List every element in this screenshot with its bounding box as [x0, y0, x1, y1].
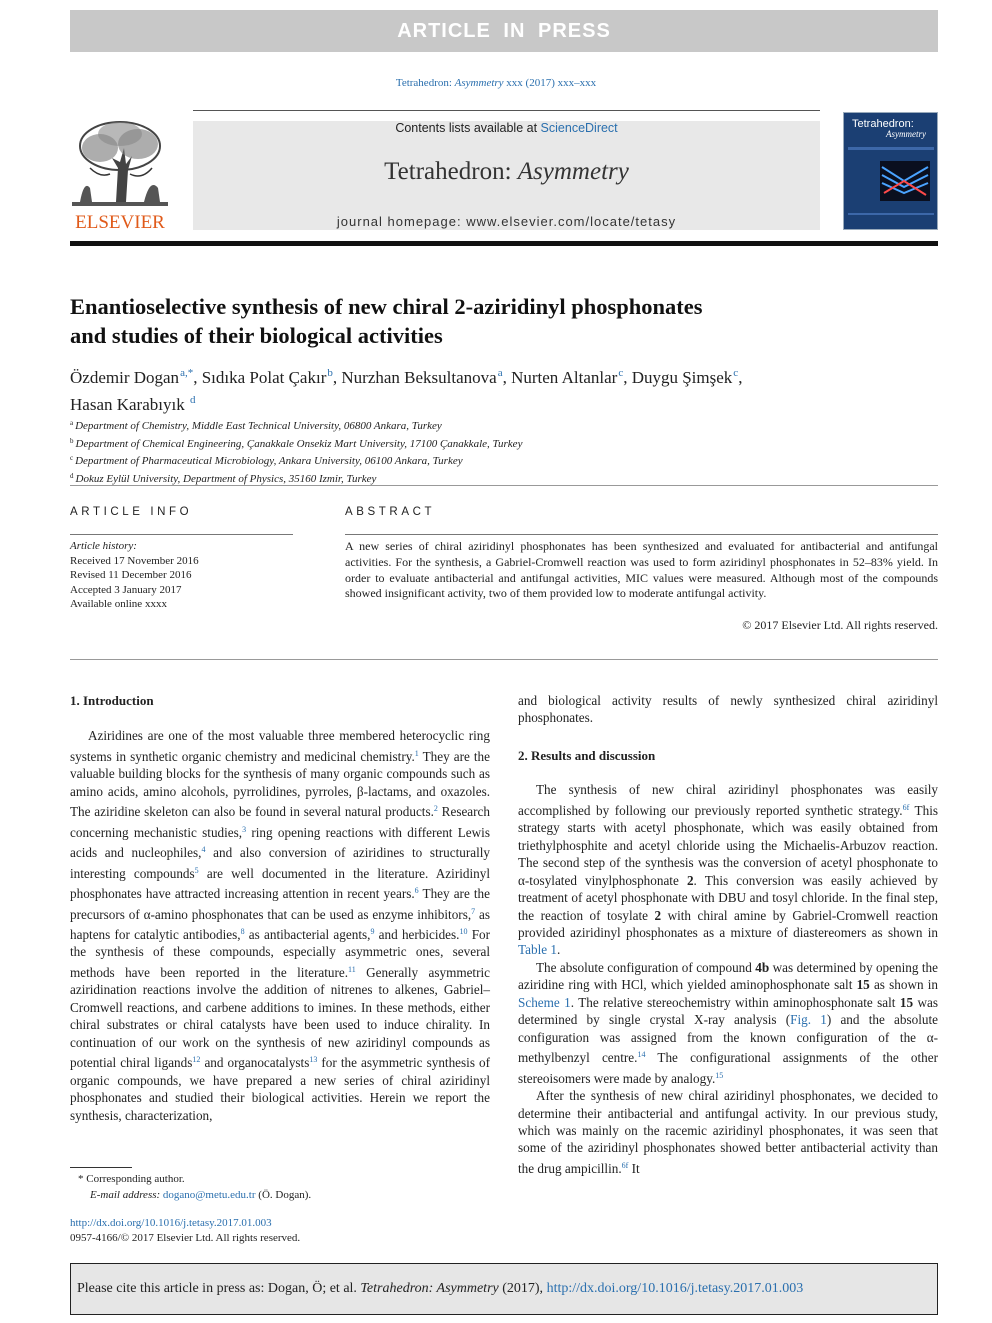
intro-paragraph: Aziridines are one of the most valuable three membered heterocyclic ring systems in synthetic organic chemistry and medicinal chemistry.$^1$ They are the valuable building blocks for the synthesis of many organic compounds such as amino acids, amino alcohols, pyrrolidines, pyrroles, β-lactams, and oxazoles. The aziridine skeleton can also be found in several natural products.$^2$ Research concerning mechanistic studies,$^3$ ring opening reactions with different Lewis acids and nucleophiles,$^4$ and also conversion of aziridines to structurally interesting compounds$^5$ are well documented in the literature. Aziridinyl phosphonates have attracted increasing attention in recent years.$^6$ They are the precursors of α-amino phosphonates that can be used as enzyme inhibitors,$^7$ as haptens for catalytic antibodies,$^8$ as antibacterial agents,$^9$ and herbicides.$^{10}$ For the synthesis of these compounds, especially asymmetric ones, several methods have been reported in the literature.$^{11}$ Generally asymmetric aziridination reactions involve the addition of nitrenes to alkenes, Gabriel–Cromwell reactions, and carbene additions to imines. In these methods, either chiral substrates or chiral catalysts have been used to induce chirality. In continuation of our work on the synthesis of new aziridinyl compounds as potential chiral ligands$^{12}$ and organocatalysts$^{13}$ for the asymmetric synthesis of organic compounds, we have prepared a new series of chiral aziridinyl phosphonates and studied their biological activities. Herein we report the synthesis, characterization,	[70, 728, 491, 1123]
scheme-link[interactable]: Scheme 1	[518, 994, 571, 1010]
results-paragraph: The absolute configuration of compound 4b was determined by opening the aziridine ring with HCl, which yielded aminophosphonate salt 15 as shown in Scheme 1. The relative stereochemistry within aminophosphonate salt 15 was determined by single crystal X-ray analysis (Fig. 1) and the absolute configuration was assigned from the known configuration of the α-methylbenzyl centre.$^{14}$ The configurational assignments of the other stereoisomers were made by analogy.$^{15}$	[518, 959, 939, 1086]
abstract-text: A new series of chiral aziridinyl phosphonates has been synthesized and evaluated for antibacterial and antifungal activities. For the synthesis, a Gabriel-Cromwell reaction was used to form aziridinyl phosphonates in 52–83% yield. In order to evaluate antibacterial and antifungal activities, MIC values were measured. Although most of the compounds showed insignificant activity, two of them provided low to moderate antifungal activity.	[345, 539, 938, 601]
affiliation: $^d$ Dokuz Eylül University, Department of Physics, 35160 Izmir, Turkey	[70, 471, 377, 485]
citation-ref[interactable]: 10	[459, 926, 468, 936]
figure-link[interactable]: Fig. 1	[790, 1012, 827, 1028]
journal-cite-line[interactable]: Tetrahedron: Asymmetry xxx (2017) xxx–xxx	[395, 77, 597, 89]
journal-header	[193, 121, 820, 230]
results-paragraph: The synthesis of new chiral aziridinyl phosphonates was easily accomplished by following our previously reported synthetic strategy.$^{6f}$ This strategy starts with acetyl phosphonate, which was easily obtained from triethylphosphite and acetyl chloride using the Michaelis-Arbuzov reaction. The second step of the synthesis was the conversion of acetyl phosphonate to α-tosylated vinylphosphonate 2. This conversion was easily achieved by treatment of acetyl phosphonate with DBU and tosyl chloride. In the final step, the reaction of tosylate 2 with chiral amine by Gabriel-Cromwell reaction provided aziridinyl phosphonates as a mixture of diastereomers as shown in Table 1.	[518, 782, 939, 958]
doi-link[interactable]: http://dx.doi.org/10.1016/j.tetasy.2017.01.003	[70, 1217, 272, 1229]
abstract-copyright: © 2017 Elsevier Ltd. All rights reserved.	[742, 618, 938, 632]
citation-ref[interactable]: 3	[242, 824, 247, 834]
citation-ref[interactable]: 14	[637, 1050, 646, 1060]
citation-ref[interactable]: 1	[414, 748, 419, 758]
section-divider	[70, 485, 938, 486]
author-list	[70, 362, 930, 416]
citation-ref[interactable]: 13	[309, 1055, 318, 1065]
cover-artwork-icon	[844, 113, 938, 230]
sciencedirect-link[interactable]: ScienceDirect	[540, 121, 618, 135]
doi-block: http://dx.doi.org/10.1016/j.tetasy.2017.01.003 0957-4166/© 2017 Elsevier Ltd. All rights reserved.	[70, 1216, 490, 1245]
banner-text: ARTICLE IN PRESS	[397, 19, 611, 42]
article-title: Enantioselective synthesis of new chiral 2-aziridinyl phosphonates and studies of their biological activities	[70, 294, 703, 348]
elsevier-wordmark: ELSEVIER	[75, 212, 165, 233]
citation-ref[interactable]: 11	[348, 964, 356, 974]
journal-cover-image	[843, 112, 938, 230]
affiliation: $^b$ Department of Chemical Engineering, Çanakkale Onsekiz Mart University, 17100 Çanakkale, Turkey	[70, 436, 523, 450]
citation-ref[interactable]: 6f	[902, 802, 910, 812]
article-history: Article history: Received 17 November 2016 Revised 11 December 2016 Accepted 3 January 2017 Available online xxxx	[70, 540, 199, 611]
author[interactable]: Nurten Altanlar$^c$,	[511, 367, 632, 387]
affiliation: $^a$ Department of Chemistry, Middle East Technical University, 06800 Ankara, Turkey	[70, 419, 442, 432]
article-in-press-banner	[70, 10, 938, 52]
article-info-rule	[70, 534, 293, 535]
results-paragraph: After the synthesis of new chiral aziridinyl phosphonates, we decided to determine their antibacterial and antifungal activity. In our previous study, which was mainly on the racemic aziridinyl phosphonates, it was seen that some of the aziridinyl phosphonates showed better antibacterial activity than the drug ampicillin.$^{6f}$ It	[518, 1088, 938, 1176]
author[interactable]: Duygu Şimşek$^c$,	[631, 367, 743, 387]
footnote: * Corresponding author. E-mail address: dogano@metu.edu.tr (Ö. Dogan).	[78, 1173, 312, 1201]
citation-ref[interactable]: 5	[194, 865, 199, 875]
header-top-rule	[193, 110, 820, 111]
intro-continuation: and biological activity results of newly synthesized chiral aziridinyl phosphonates.	[518, 693, 938, 726]
header-thick-rule	[70, 241, 938, 246]
author[interactable]: Sıdıka Polat Çakır$^b$,	[201, 367, 342, 387]
citation-ref[interactable]: 4	[201, 845, 206, 855]
cover-title: Tetrahedron:	[852, 118, 914, 130]
citation-ref[interactable]: 7	[471, 906, 476, 916]
journal-name: Tetrahedron: Asymmetry	[384, 158, 629, 185]
elsevier-logo	[70, 118, 170, 234]
author[interactable]: Nurzhan Beksultanova$^a$,	[341, 367, 512, 387]
section-divider	[70, 659, 938, 660]
right-column	[518, 692, 938, 1177]
cover-subtitle: Asymmetry	[886, 129, 926, 139]
article-info-heading: ARTICLE INFO	[70, 506, 193, 518]
cite-this-article-box: Please cite this article in press as: Dogan, Ö; et al. Tetrahedron: Asymmetry (2017), http://dx.doi.org/10.1016/j.tetasy.2017.01.003	[70, 1263, 938, 1315]
elsevier-tree-icon	[70, 118, 170, 210]
email-link[interactable]: dogano@metu.edu.tr	[162, 1189, 256, 1201]
left-column	[70, 692, 490, 1124]
citation-ref[interactable]: 6f	[621, 1160, 629, 1170]
citation-ref[interactable]: 8	[240, 926, 245, 936]
abstract-rule	[345, 534, 938, 535]
author[interactable]: Hasan Karabıyık $^d$	[70, 394, 196, 414]
section-heading-results: 2. Results and discussion	[518, 747, 656, 763]
affiliation: $^c$ Department of Pharmaceutical Microbiology, Ankara University, 06100 Ankara, Turkey	[70, 454, 463, 468]
section-heading-introduction: 1. Introduction	[70, 693, 154, 708]
journal-homepage[interactable]: journal homepage: www.elsevier.com/locate/tetasy	[336, 214, 677, 229]
citation-ref[interactable]: 12	[192, 1055, 201, 1065]
affiliations	[70, 416, 930, 486]
author[interactable]: Özdemir Dogan$^{a,*}$,	[70, 367, 202, 387]
contents-available-line: Contents lists available at ScienceDirect	[395, 121, 618, 135]
citation-ref[interactable]: 15	[715, 1070, 724, 1080]
footnote-rule	[70, 1167, 132, 1168]
citation-ref[interactable]: 9	[370, 926, 375, 936]
cite-doi-link[interactable]: http://dx.doi.org/10.1016/j.tetasy.2017.01.003	[546, 1281, 804, 1296]
citation-ref[interactable]: 2	[433, 804, 438, 814]
abstract-heading: ABSTRACT	[345, 506, 436, 518]
table-link[interactable]: Table 1	[518, 942, 557, 958]
citation-ref[interactable]: 6	[414, 886, 419, 896]
